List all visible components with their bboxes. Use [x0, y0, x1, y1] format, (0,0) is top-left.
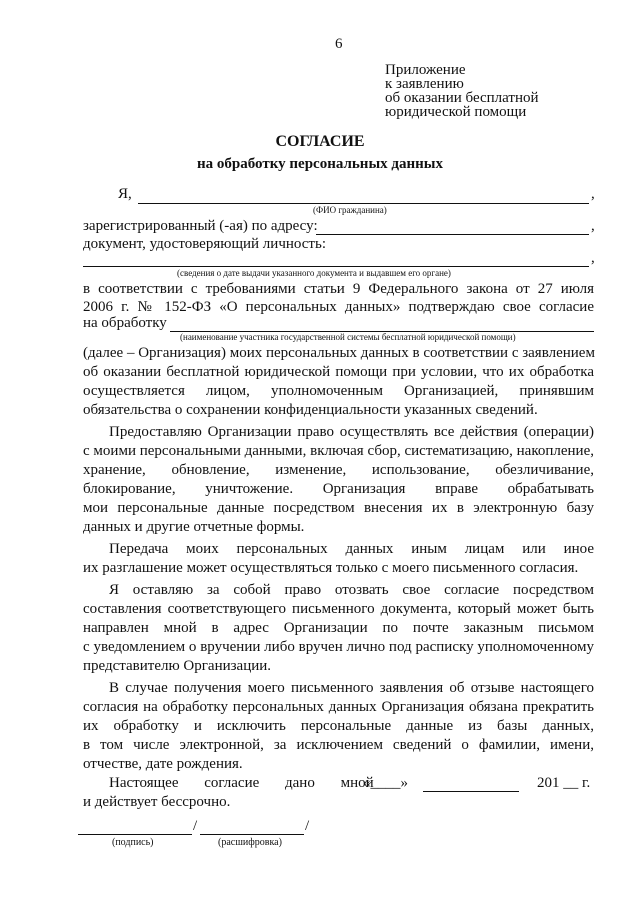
para2-line-5: мои персональные данные посредством внесения их в электронную базу	[83, 500, 594, 516]
para2-line-1: Предоставляю Организации право осуществлять все действия (операции)	[109, 424, 594, 440]
para5-line-3: их обработку и исключить персональные данные из базы данных,	[83, 718, 594, 734]
final-valid: и действует бессрочно.	[83, 794, 231, 810]
ya-label: Я,	[118, 186, 132, 202]
decode-caption: (расшифровка)	[218, 837, 282, 848]
document-field[interactable]	[83, 266, 589, 267]
appendix-line-3: об оказании бесплатной	[385, 90, 539, 106]
fio-caption: (ФИО гражданина)	[313, 205, 387, 215]
para5-line-4: в том числе электронной, за исключением сведений о фамилии, имени,	[83, 737, 594, 753]
comma-3: ,	[591, 250, 595, 266]
para1-line-3: осуществляется лицом, уполномоченным Организацией, принявшим	[83, 383, 594, 399]
para3-line-1: Передача моих персональных данных иным лицам или иное	[109, 541, 594, 557]
para1-line-2: об оказании бесплатной юридической помощи при условии, что их обработка	[83, 364, 594, 380]
para2-line-6: данных и другие отчетные формы.	[83, 519, 305, 535]
signature-field[interactable]	[78, 834, 192, 835]
para3-line-2: их разглашение может осуществляться только с моего письменного согласия.	[83, 560, 579, 576]
para2-line-4: блокирование, уничтожение. Организация вправе обрабатывать	[83, 481, 594, 497]
appendix-line-4: юридической помощи	[385, 104, 527, 120]
signature-slash-2: /	[305, 818, 310, 834]
comma-2: ,	[591, 218, 595, 234]
para1-line-1: (далее – Организация) моих персональных данных в соответствии с заявлением	[83, 345, 595, 361]
decode-field[interactable]	[200, 834, 304, 835]
comma: ,	[591, 186, 595, 202]
page-number: 6	[335, 36, 343, 52]
fio-field[interactable]	[138, 203, 589, 204]
final-given: Настоящее согласие дано мной	[109, 775, 374, 791]
registered-label: зарегистрированный (-ая) по адресу:	[83, 218, 318, 234]
law-line-2: 2006 г. № 152-ФЗ «О персональных данных» подтверждаю свое согласие	[83, 299, 594, 315]
document-title: СОГЛАСИЕ	[275, 133, 365, 150]
law-line-3: на обработку	[83, 315, 167, 331]
para2-line-2: с моими персональными данными, включая сбор, систематизацию, накопление,	[83, 443, 594, 459]
para1-line-4: обязательства о сохранении конфиденциальности указанных сведений.	[83, 402, 538, 418]
final-year: 201 __ г.	[537, 775, 591, 791]
para5-line-5: отчестве, дате рождения.	[83, 756, 243, 772]
document-caption: (сведения о дате выдачи указанного документа и выдавшем его органе)	[177, 268, 451, 278]
participant-caption: (наименование участника государственной системы бесплатной юридической помощи)	[180, 332, 516, 342]
para4-line-3: направлен мной в адрес Организации по почте заказным письмом	[83, 620, 594, 636]
appendix-line-1: Приложение	[385, 62, 466, 78]
para4-line-4: с уведомлением о вручении либо вручен лично под расписку уполномоченному	[83, 639, 594, 655]
appendix-line-2: к заявлению	[385, 76, 464, 92]
para4-line-1: Я оставляю за собой право отозвать свое согласие посредством	[109, 582, 594, 598]
para2-line-3: хранение, обновление, изменение, использование, обезличивание,	[83, 462, 594, 478]
signature-slash-1: /	[193, 818, 198, 834]
address-field[interactable]	[316, 234, 589, 235]
para5-line-1: В случае получения моего письменного заявления об отзыве настоящего	[109, 680, 594, 696]
sign-caption: (подпись)	[112, 837, 154, 848]
para4-line-5: представителю Организации.	[83, 658, 272, 674]
month-field[interactable]	[423, 791, 519, 792]
law-line-1: в соответствии с требованиями статьи 9 Федерального закона от 27 июля	[83, 281, 594, 297]
para4-line-2: составления соответствующего письменного документа, который может быть	[83, 601, 594, 617]
para5-line-2: согласия на обработку персональных данных Организация обязана прекратить	[83, 699, 594, 715]
document-subtitle: на обработку персональных данных	[197, 156, 443, 172]
document-label: документ, удостоверяющий личность:	[83, 236, 326, 252]
final-day: «____»	[363, 775, 408, 791]
